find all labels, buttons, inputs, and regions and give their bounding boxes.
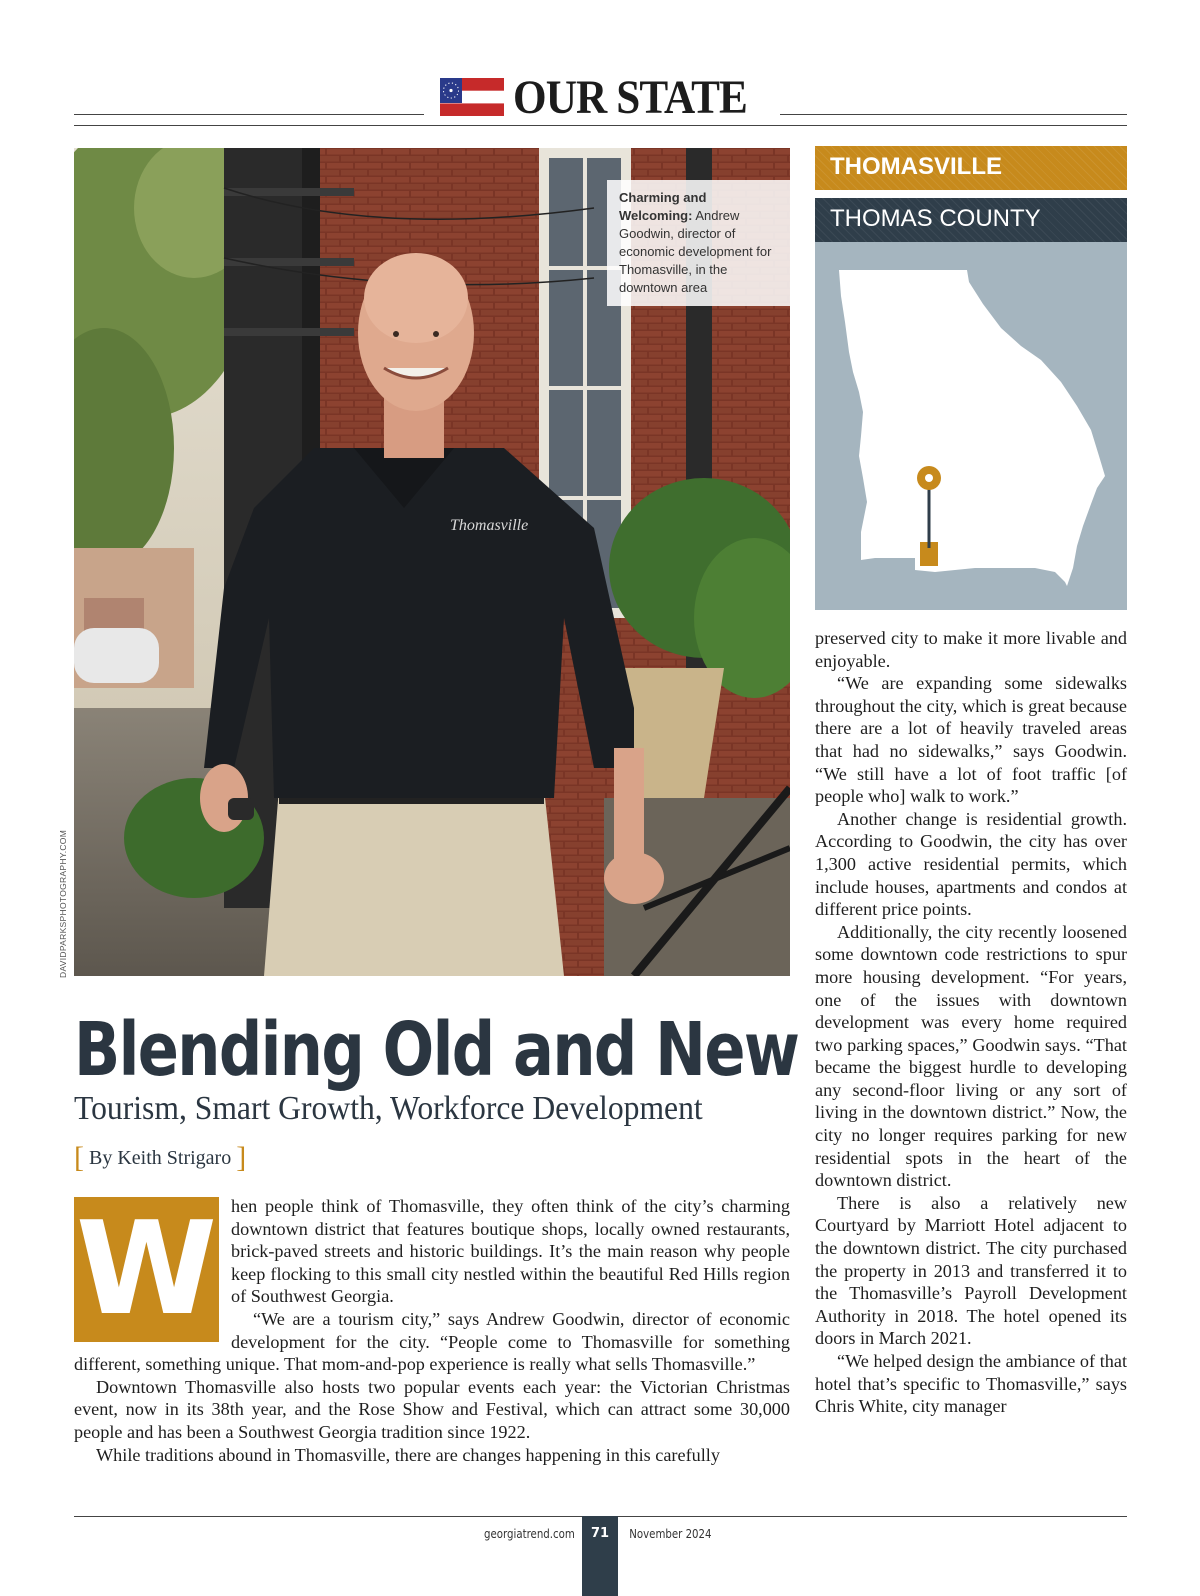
georgia-map [815,242,1127,610]
county-tag [815,198,1127,242]
article-subhead: Tourism, Smart Growth, Workforce Development [74,1090,703,1127]
paragraph: “We are expanding some sidewalks throughout the city, which is great because there are a lot of heavily traveled areas that had no sidewalks,” says Goodwin. “We still have a lot of foot traffic [of people who] walk to work.” [815,673,1127,807]
paragraph: Another change is residential growth. According to Goodwin, the city has over 1,300 active residential permits, which include houses, apartments and condos at different price points. [815,808,1127,920]
footer-rule-left [74,1516,582,1517]
byline-bracket-icon: ] [236,1141,247,1174]
byline-text: By Keith Strigaro [89,1147,232,1169]
georgia-outline-icon [815,242,1127,610]
paragraph: “We helped design the ambiance of that hotel that’s specific to Thomasville,” says Chris White, city manager [815,1351,1127,1417]
article-headline: Blending Old and New [74,1007,799,1093]
paragraph: preserved city to make it more livable and enjoyable. [815,628,1127,671]
page-number: 71 [590,1526,610,1541]
photo-credit: DAVIDPARKSPHOTOGRAPHY.COM [58,829,68,978]
section-title: OUR STATE [513,71,747,124]
paragraph: There is also a relatively new Courtyard by Marriott Hotel adjacent to the downtown district. The city purchased the property in 2013 and transferred it to the Thomasville’s Payroll Development Authority in 2018. The hotel opened its doors in March 2021. [815,1192,1127,1349]
article-body-left [74,1195,790,1466]
county-name: THOMAS COUNTY [830,205,1041,232]
header-rule-right [780,114,1127,115]
city-tag [815,146,1127,190]
footer-site: georgiatrend.com [484,1527,575,1541]
footer-date: November 2024 [629,1527,712,1541]
header-rule-left [74,114,424,115]
city-name: THOMASVILLE [830,153,1002,180]
paragraph: Additionally, the city recently loosened some downtown code restrictions to spur more housing development. “For years, one of the issues with downtown development was every home required two parking spaces,” Goodwin says. “That became the biggest hurdle to developing any second-floor living or any sort of living in the downtown district.” Now, the city no longer requires parking for new residential spots in the heart of the downtown district. [815,921,1127,1191]
header-rule-full [74,125,1127,126]
paragraph: hen people think of Thomasville, they often think of the city’s charming downtown district that features boutique shops, locally owned restaurants, brick-paved streets and historic buildings. It’s the main reason why people keep flocking to this small city nestled within the beautiful Red Hills region of Southwest Georgia. [231,1196,790,1307]
caption-text: Andrew Goodwin, director of economic development for Thomasville, in the downtown area [619,208,772,295]
byline-bracket-icon: [ [74,1141,84,1174]
paragraph: “We are a tourism city,” says Andrew Goodwin, director of economic development for the city. “People come to Thomasville for something different, something unique. That mom-and-pop experience is really what sells Thomasville.” [74,1308,790,1375]
shirt-logo: Thomasville [450,517,529,534]
article-byline [74,1141,246,1175]
caption-bold: Charming and Welcoming: [619,190,707,223]
page-number-box [582,1516,618,1596]
georgia-flag-icon [440,78,504,116]
article-body-right [815,627,1127,1418]
paragraph: Downtown Thomasville also hosts two popular events each year: the Victorian Christmas event, now in its 38th year, and the Rose Show and Festival, which can attract some 30,000 people and has been a Southwest Georgia tradition since 1922. [74,1376,790,1442]
photo-caption [607,180,790,306]
footer-rule-right [618,1516,1127,1517]
paragraph: While traditions abound in Thomasville, there are changes happening in this carefully [96,1444,720,1465]
drop-cap: W [75,1194,218,1344]
